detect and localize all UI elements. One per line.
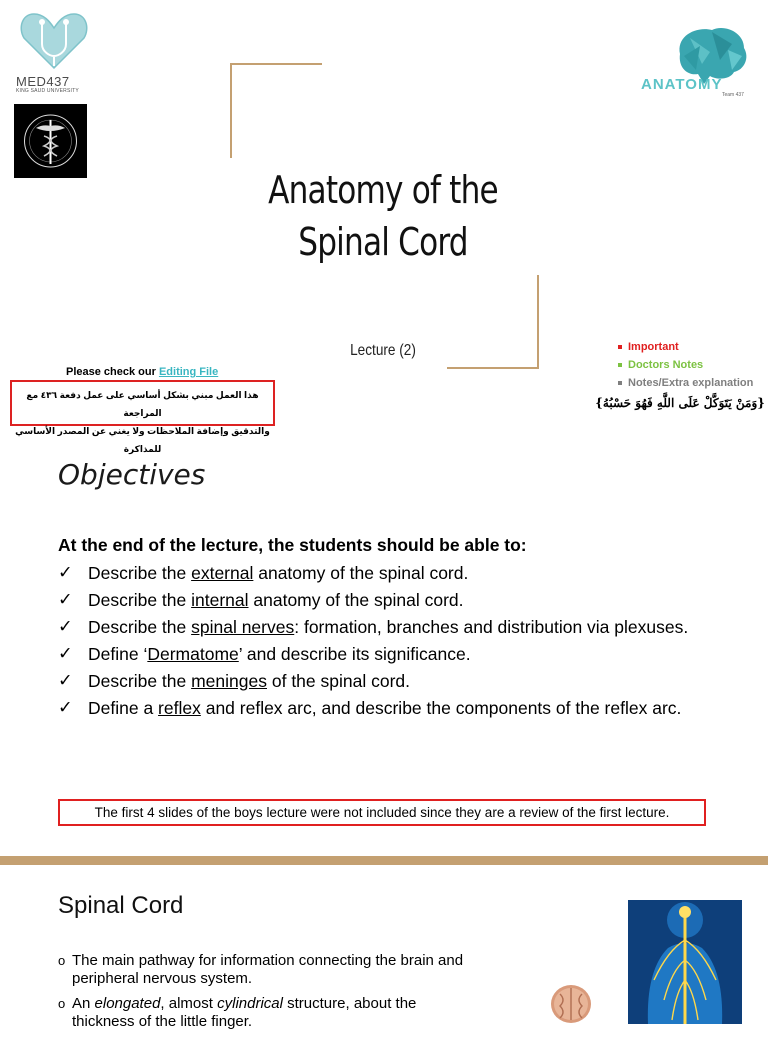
checkmark-icon: ✓ <box>58 590 73 610</box>
checkmark-icon: ✓ <box>58 698 73 718</box>
spinal-cord-illustration <box>628 900 742 1024</box>
list-item: ✓ Describe the internal anatomy of the spinal cord. <box>58 587 738 614</box>
lecture-number: Lecture (2) <box>350 342 416 359</box>
objectives-lead: At the end of the lecture, the students should be able to: <box>58 535 527 555</box>
legend-doctors-notes: Doctors Notes <box>618 356 753 374</box>
objectives-list <box>58 560 738 722</box>
title-line-2: Spinal Cord <box>298 220 468 264</box>
list-item: ✓ Describe the meninges of the spinal cord. <box>58 668 738 695</box>
page-title <box>233 164 533 268</box>
list-item: ✓ Describe the spinal nerves: formation, branches and distribution via plexuses. <box>58 614 738 641</box>
review-note-box: The first 4 slides of the boys lecture were not included since they are a review of the first lecture. <box>58 799 706 826</box>
quran-verse: {وَمَنْ يَتَوَكَّلْ عَلَى اللَّهِ فَهُوَ حَسْبُهُ} <box>595 396 765 410</box>
legend-marker-icon <box>618 345 622 349</box>
title-line-1: Anatomy of the <box>268 168 498 212</box>
arabic-disclaimer-line-1: هذا العمل مبني بشكل أساسي على عمل دفعة ٤٣٦ مع المراجعة <box>26 390 259 418</box>
brain-illustration <box>548 980 594 1024</box>
arabic-disclaimer-box <box>10 380 275 454</box>
editing-file-link[interactable]: Editing File <box>158 366 219 378</box>
checkmark-icon: ✓ <box>58 563 73 583</box>
checkmark-icon: ✓ <box>58 671 73 691</box>
bullet-icon: o <box>58 996 66 1011</box>
med437-text: MED437 <box>16 74 70 89</box>
spinal-cord-heading: Spinal Cord <box>58 892 184 919</box>
anatomy-team-subtext: Team 437 <box>722 92 744 98</box>
list-item: o The main pathway for information connecting the brain and peripheral nervous system. <box>58 952 464 987</box>
color-legend <box>618 338 753 392</box>
editing-file-note: Please check our Editing File <box>66 366 219 378</box>
decor-line-top-h <box>230 63 322 65</box>
legend-important: Important <box>618 338 753 356</box>
legend-marker-icon <box>618 363 622 367</box>
med437-subtext: KING SAUD UNIVERSITY <box>16 88 79 94</box>
spinal-cord-list <box>58 952 478 1038</box>
legend-extra-notes: Notes/Extra explanation <box>618 374 753 392</box>
decor-line-bottom-v <box>537 275 539 369</box>
list-item: o An elongated, almost cylindrical structure, about the thickness of the little finger. <box>58 995 417 1030</box>
list-item: ✓ Define a reflex and reflex arc, and describe the components of the reflex arc. <box>58 695 738 722</box>
list-item: ✓ Describe the external anatomy of the spinal cord. <box>58 560 738 587</box>
checkmark-icon: ✓ <box>58 644 73 664</box>
decor-line-top-v <box>230 63 232 158</box>
section-divider <box>0 856 768 865</box>
legend-marker-icon <box>618 381 622 385</box>
bullet-icon: o <box>58 953 66 968</box>
list-item: ✓ Define ‘Dermatome’ and describe its significance. <box>58 641 738 668</box>
anatomy-team-text: ANATOMY <box>641 76 723 93</box>
revised-seal-logo <box>14 104 87 178</box>
decor-line-bottom-h <box>447 367 539 369</box>
objectives-heading: Objectives <box>58 458 206 491</box>
arabic-disclaimer-line-2: والتدقيق وإضافة الملاحظات ولا يغني عن المصدر الأساسي للمذاكرة <box>15 426 270 454</box>
checkmark-icon: ✓ <box>58 617 73 637</box>
